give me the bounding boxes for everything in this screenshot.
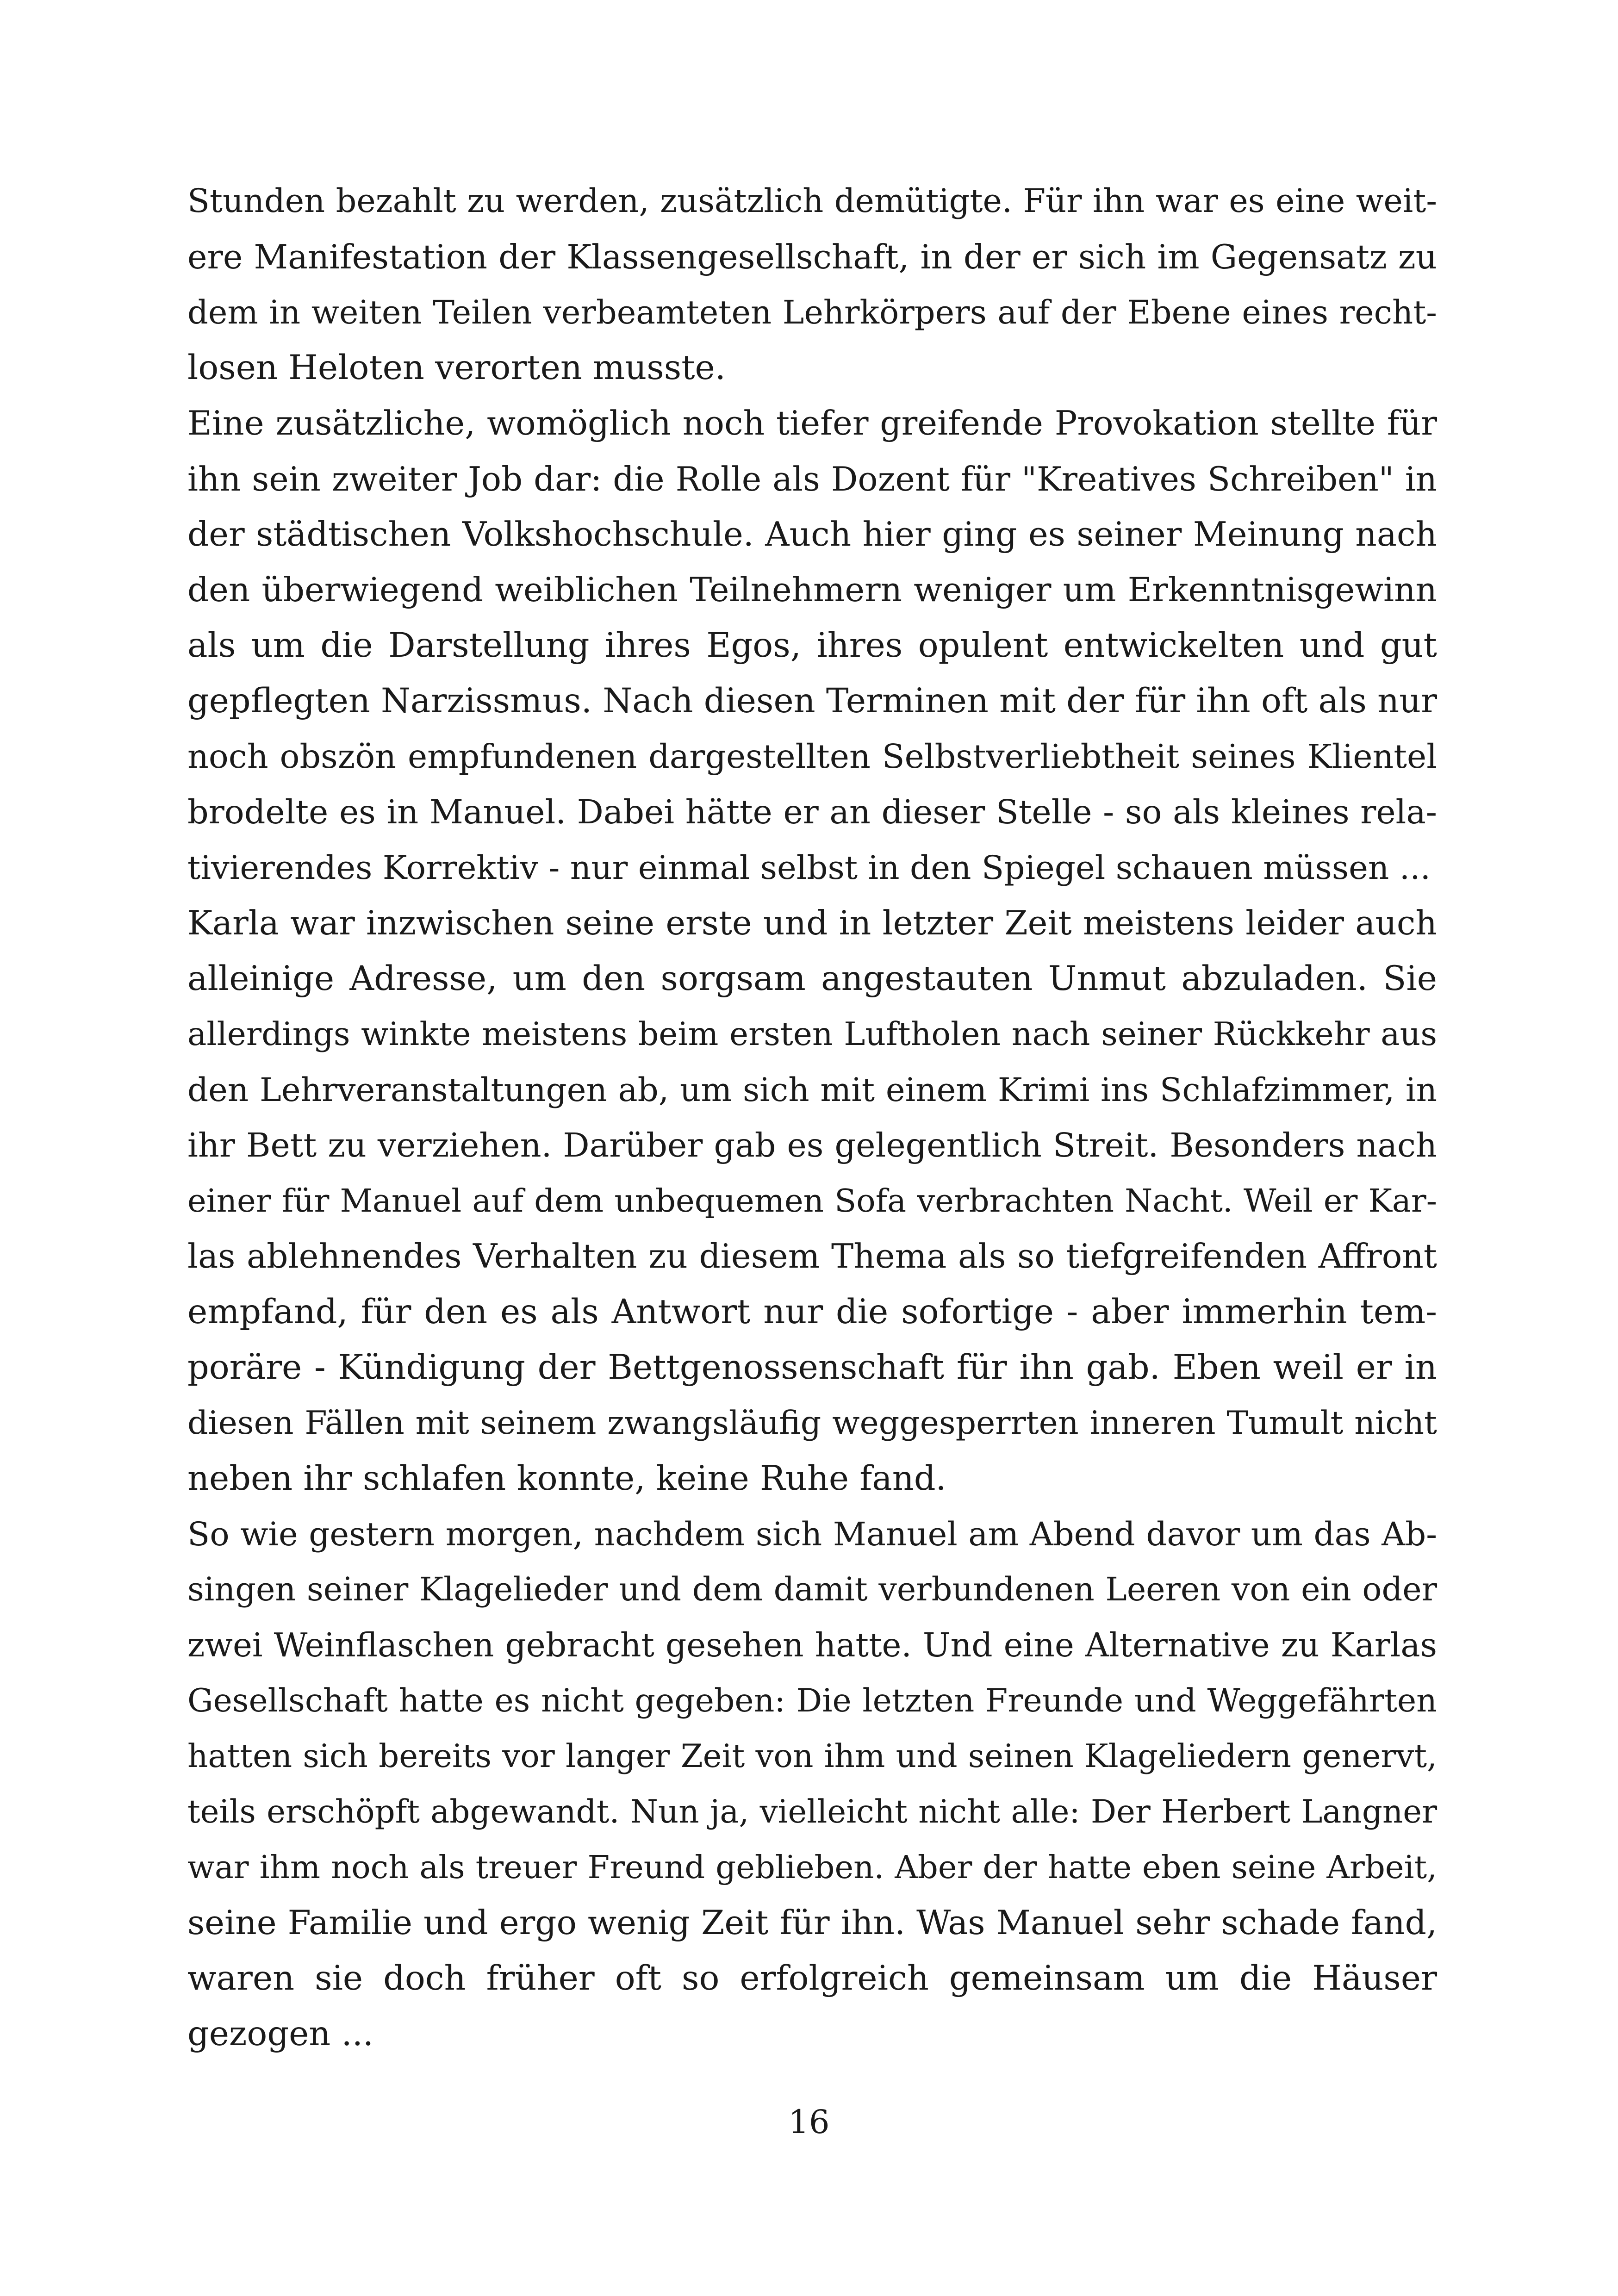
text-line: singen seiner Klagelieder und dem damit verbundenen Leeren von ein oder xyxy=(187,1571,1437,1608)
text-line: gepflegten Narzissmus. Nach diesen Terminen mit der für ihn oft als nur xyxy=(187,681,1437,721)
text-line: als um die Darstellung ihres Egos, ihres opulent entwickelten und gut xyxy=(187,626,1437,665)
text-line: brodelte es in Manuel. Dabei hätte er an dieser Stelle - so als kleines rela- xyxy=(187,793,1437,831)
text-line: gezogen ... xyxy=(187,2014,374,2053)
text-line: alleinige Adresse, um den sorgsam angestauten Unmut abzuladen. Sie xyxy=(187,959,1437,998)
text-line: teils erschöpft abgewandt. Nun ja, vielleicht nicht alle: Der Herbert Langner xyxy=(187,1793,1437,1830)
paragraph xyxy=(187,1506,1437,2062)
text-line: seine Familie und ergo wenig Zeit für ihn. Was Manuel sehr schade fand, xyxy=(187,1904,1437,1942)
text-line: hatten sich bereits vor langer Zeit von ihm und seinen Klageliedern genervt, xyxy=(187,1738,1437,1775)
text-line: Eine zusätzliche, womöglich noch tiefer greifende Provokation stellte für xyxy=(187,404,1437,443)
text-line: neben ihr schlafen konnte, keine Ruhe fand. xyxy=(187,1459,946,1498)
text-line: dem in weiten Teilen verbeamteten Lehrkörpers auf der Ebene eines recht- xyxy=(187,293,1437,331)
text-line: Karla war inzwischen seine erste und in letzter Zeit meistens leider auch xyxy=(187,904,1437,943)
paragraph xyxy=(187,174,1437,396)
text-line: tivierendes Korrektiv - nur einmal selbst in den Spiegel schauen müssen ... xyxy=(187,848,1431,887)
text-line: der städtischen Volkshochschule. Auch hier ging es seiner Meinung nach xyxy=(187,515,1437,554)
paragraph xyxy=(187,396,1437,896)
text-line: Stunden bezahlt zu werden, zusätzlich demütigte. Für ihn war es eine weit- xyxy=(187,182,1437,220)
text-line: Gesellschaft hatte es nicht gegeben: Die letzten Freunde und Weggefährten xyxy=(187,1682,1437,1719)
text-line: waren sie doch früher oft so erfolgreich gemeinsam um die Häuser xyxy=(187,1959,1437,1998)
text-line: noch obszön empfundenen dargestellten Selbstverliebtheit seines Klientel xyxy=(187,737,1437,776)
text-line: ihr Bett zu verziehen. Darüber gab es gelegentlich Streit. Besonders nach xyxy=(187,1126,1437,1164)
text-line: zwei Weinflaschen gebracht gesehen hatte. Und eine Alternative zu Karlas xyxy=(187,1626,1437,1664)
text-line: So wie gestern morgen, nachdem sich Manuel am Abend davor um das Ab- xyxy=(187,1515,1437,1553)
text-line: las ablehnendes Verhalten zu diesem Thema als so tiefgreifenden Affront xyxy=(187,1237,1437,1276)
text-line: ihn sein zweiter Job dar: die Rolle als Dozent für "Kreatives Schreiben" in xyxy=(187,460,1437,498)
text-line: poräre - Kündigung der Bettgenossenschaft für ihn gab. Eben weil er in xyxy=(187,1348,1437,1387)
text-line: losen Heloten verorten musste. xyxy=(187,348,726,387)
text-line: allerdings winkte meistens beim ersten Luftholen nach seiner Rückkehr aus xyxy=(187,1016,1437,1053)
text-line: den überwiegend weiblichen Teilnehmern weniger um Erkenntnisgewinn xyxy=(187,571,1437,610)
body-text xyxy=(187,174,1437,2062)
paragraph xyxy=(187,896,1437,1506)
text-line: war ihm noch als treuer Freund geblieben. Aber der hatte eben seine Arbeit, xyxy=(187,1849,1437,1886)
text-line: einer für Manuel auf dem unbequemen Sofa verbrachten Nacht. Weil er Kar- xyxy=(187,1182,1437,1220)
text-line: empfand, für den es als Antwort nur die sofortige - aber immerhin tem- xyxy=(187,1292,1437,1332)
text-line: ere Manifestation der Klassengesellschaft, in der er sich im Gegensatz zu xyxy=(187,237,1437,276)
page-number: 16 xyxy=(788,2103,830,2141)
text-line: diesen Fällen mit seinem zwangsläufig weggesperrten inneren Tumult nicht xyxy=(187,1404,1437,1442)
text-line: den Lehrveranstaltungen ab, um sich mit einem Krimi ins Schlafzimmer, in xyxy=(187,1071,1437,1109)
